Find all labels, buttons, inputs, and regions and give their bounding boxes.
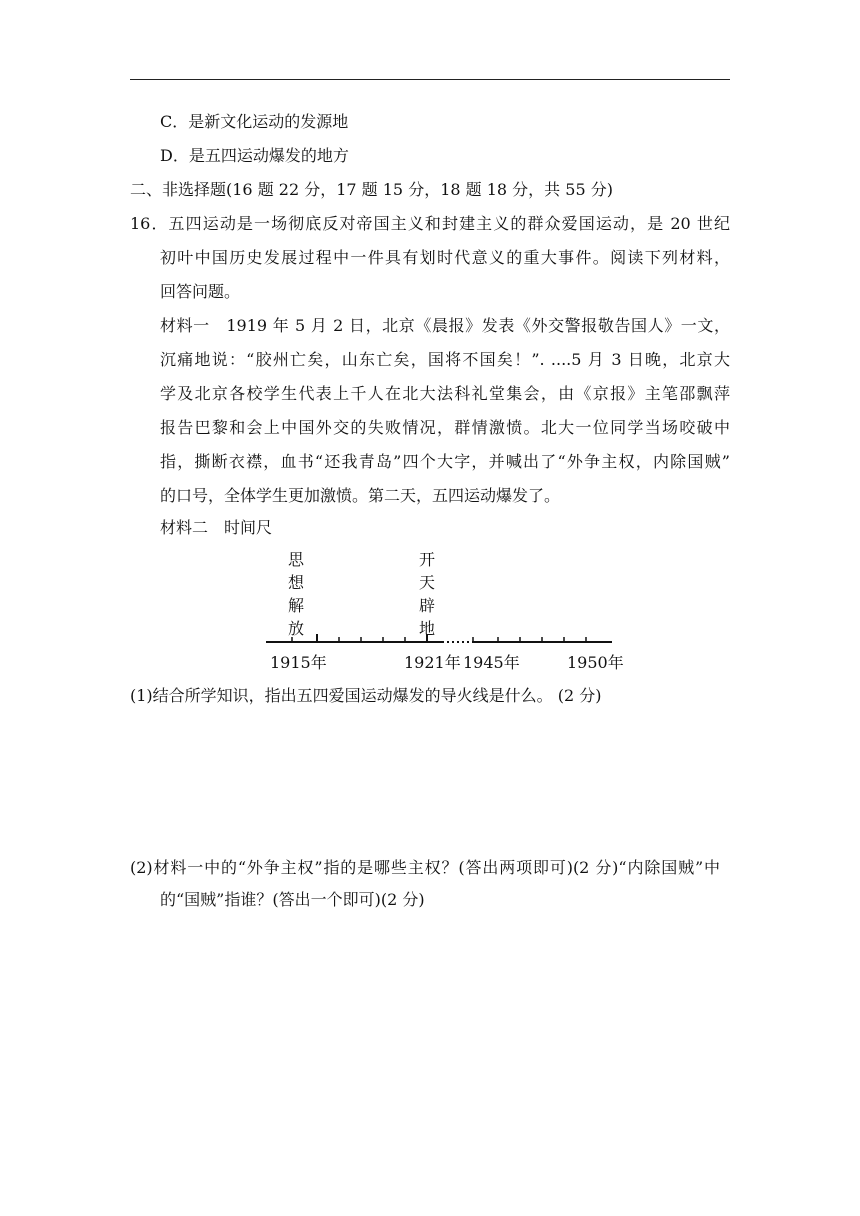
sub-question-1: (1)结合所学知识，指出五四爱国运动爆发的导火线是什么。 (2 分) xyxy=(130,686,602,705)
q16-stem-line-3: 回答问题。 xyxy=(160,282,241,301)
sub-question-2-line-2: 的“国贼”指谁？(答出一个即可)(2 分) xyxy=(160,890,425,909)
section-heading: 二、非选择题(16 题 22 分，17 题 15 分，18 题 18 分，共 55 分) xyxy=(130,180,613,199)
timeline-label-epoch-making: 开天辟地 xyxy=(418,550,435,638)
header-rule xyxy=(130,79,730,80)
q16-stem-line-2: 初叶中国历史发展过程中一件具有划时代意义的重大事件。阅读下列材料， xyxy=(160,248,730,267)
sub-question-2-line-1: (2)材料一中的“外争主权”指的是哪些主权？(答出两项即可)(2 分)“内除国贼”中 xyxy=(130,858,720,877)
timeline-figure xyxy=(262,546,632,674)
material1-line-5: 指，撕断衣襟，血书“还我青岛”四个大字，并喊出了“外争主权，内除国贼” xyxy=(160,452,730,471)
tick-label-1921: 1921年 xyxy=(404,653,461,672)
material1-line-2: 沉痛地说：“胶州亡矣，山东亡矣，国将不国矣！”. ....5 月 3 日晚，北京大 xyxy=(160,350,730,369)
tick-label-1915: 1915年 xyxy=(270,653,327,672)
tick-label-1945: 1945年 xyxy=(463,653,520,672)
option-c: C．是新文化运动的发源地 xyxy=(160,112,349,131)
timeline-label-thought-liberation: 思想解放 xyxy=(287,550,304,638)
material2-title: 材料二 时间尺 xyxy=(160,518,273,537)
q16-stem-line-1: 16．五四运动是一场彻底反对帝国主义和封建主义的群众爱国运动，是 20 世纪 xyxy=(130,214,730,233)
tick-label-1950: 1950年 xyxy=(567,653,624,672)
material1-line-3: 学及北京各校学生代表上千人在北大法科礼堂集会，由《京报》主笔邵飘萍 xyxy=(160,384,730,403)
option-d: D．是五四运动爆发的地方 xyxy=(160,146,349,165)
material1-line-1: 材料一 1919 年 5 月 2 日，北京《晨报》发表《外交警报敬告国人》一文， xyxy=(160,316,730,335)
material1-line-4: 报告巴黎和会上中国外交的失败情况，群情激愤。北大一位同学当场咬破中 xyxy=(160,418,730,437)
material1-line-6: 的口号，全体学生更加激愤。第二天，五四运动爆发了。 xyxy=(160,486,561,505)
